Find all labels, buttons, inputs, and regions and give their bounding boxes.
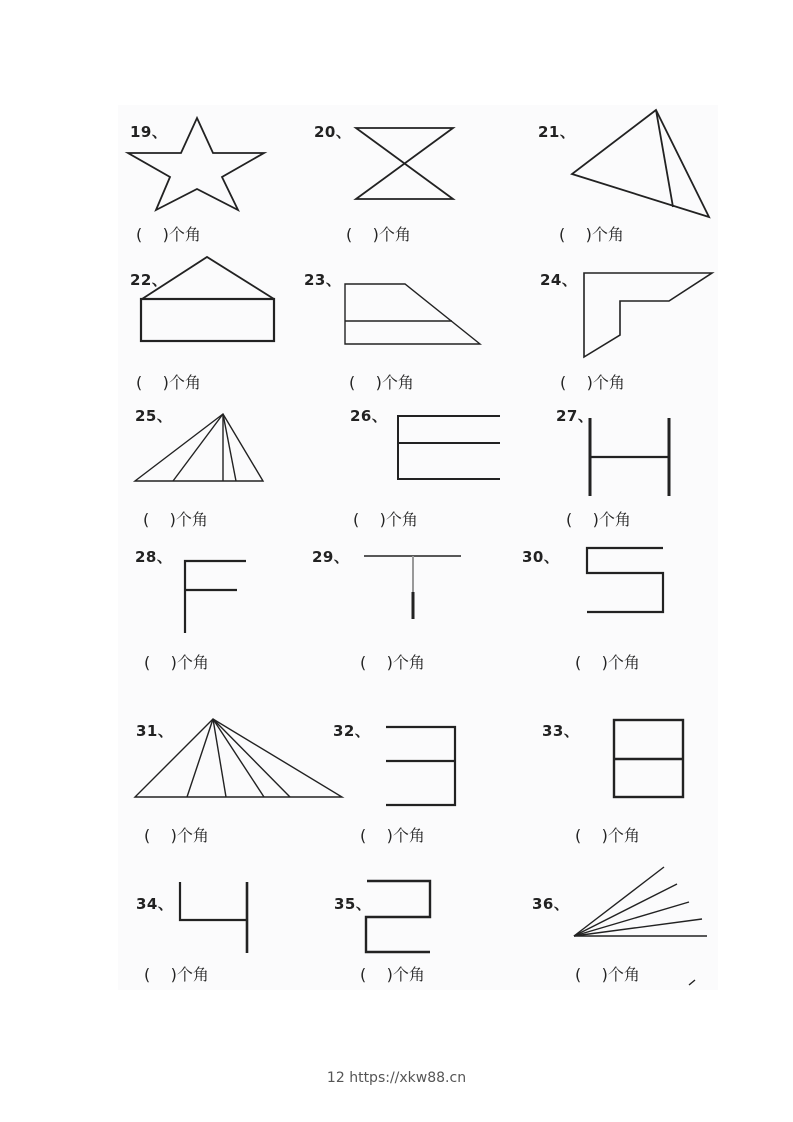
stray-mark bbox=[689, 980, 695, 985]
page-number: 12 bbox=[326, 1070, 345, 1086]
problem-number-19: 19、 bbox=[130, 123, 168, 141]
problem-number-26: 26、 bbox=[350, 407, 388, 425]
problem-number-20: 20、 bbox=[314, 123, 352, 141]
answer-blank-22[interactable]: ( )个角 bbox=[136, 373, 201, 392]
figure-35-two-shape bbox=[366, 881, 430, 952]
answer-blank-25[interactable]: ( )个角 bbox=[143, 510, 208, 529]
answer-blank-31[interactable]: ( )个角 bbox=[144, 826, 209, 845]
page-footer bbox=[0, 1070, 793, 1086]
answer-blank-32[interactable]: ( )个角 bbox=[360, 826, 425, 845]
answer-blank-29[interactable]: ( )个角 bbox=[360, 653, 425, 672]
figure-26-e-shape bbox=[398, 416, 500, 479]
problem-number-28: 28、 bbox=[135, 548, 173, 566]
problem-number-23: 23、 bbox=[304, 271, 342, 289]
problem-number-21: 21、 bbox=[538, 123, 576, 141]
problem-number-31: 31、 bbox=[136, 722, 174, 740]
figure-36-rays bbox=[574, 867, 707, 936]
answer-blank-36[interactable]: ( )个角 bbox=[575, 965, 640, 984]
problem-number-25: 25、 bbox=[135, 407, 173, 425]
problem-number-34: 34、 bbox=[136, 895, 174, 913]
problem-number-36: 36、 bbox=[532, 895, 570, 913]
figure-22-body bbox=[141, 299, 274, 341]
answer-blank-20[interactable]: ( )个角 bbox=[346, 225, 411, 244]
figure-21-triangle bbox=[572, 110, 709, 217]
problem-number-27: 27、 bbox=[556, 407, 594, 425]
figure-34-four-shape bbox=[180, 882, 247, 920]
answer-blank-28[interactable]: ( )个角 bbox=[144, 653, 209, 672]
answer-blank-24[interactable]: ( )个角 bbox=[560, 373, 625, 392]
problem-number-32: 32、 bbox=[333, 722, 371, 740]
problem-number-35: 35、 bbox=[334, 895, 372, 913]
answer-blank-21[interactable]: ( )个角 bbox=[559, 225, 624, 244]
answer-blank-34[interactable]: ( )个角 bbox=[144, 965, 209, 984]
answer-blank-26[interactable]: ( )个角 bbox=[353, 510, 418, 529]
problem-number-33: 33、 bbox=[542, 722, 580, 740]
problem-number-24: 24、 bbox=[540, 271, 578, 289]
answer-blank-30[interactable]: ( )个角 bbox=[575, 653, 640, 672]
answer-blank-23[interactable]: ( )个角 bbox=[349, 373, 414, 392]
problem-number-29: 29、 bbox=[312, 548, 350, 566]
figure-32-reversed-e bbox=[386, 727, 455, 805]
answer-blank-33[interactable]: ( )个角 bbox=[575, 826, 640, 845]
figure-28-f-shape bbox=[185, 561, 246, 633]
answer-blank-35[interactable]: ( )个角 bbox=[360, 965, 425, 984]
answer-blank-19[interactable]: ( )个角 bbox=[136, 225, 201, 244]
problem-number-22: 22、 bbox=[130, 271, 168, 289]
answer-blank-27[interactable]: ( )个角 bbox=[566, 510, 631, 529]
footer-url[interactable]: https://xkw88.cn bbox=[349, 1070, 467, 1086]
figure-23-trapezoid bbox=[345, 284, 480, 344]
figure-30-s-shape bbox=[587, 548, 663, 612]
problem-number-30: 30、 bbox=[522, 548, 560, 566]
figure-24-l-shape bbox=[584, 273, 712, 357]
figure-20-hourglass bbox=[356, 128, 453, 199]
